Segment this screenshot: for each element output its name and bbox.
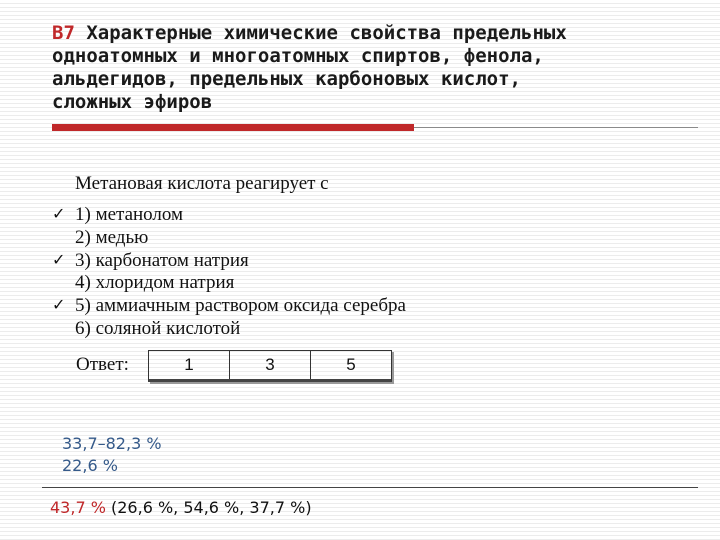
stat-range: 33,7–82,3 % bbox=[62, 434, 162, 453]
checkmark-icon: ✓ bbox=[52, 297, 66, 315]
checkmark-icon: ✓ bbox=[52, 206, 66, 223]
title-underline-thin bbox=[414, 127, 698, 128]
option-2 bbox=[52, 227, 406, 250]
title-line-2: одноатомных и многоатомных спиртов, фенола, bbox=[52, 45, 544, 67]
answer-cell-2: 3 bbox=[230, 351, 311, 379]
footer-highlight: 43,7 % bbox=[50, 498, 106, 517]
title-underline-accent bbox=[52, 124, 414, 131]
title-line-1: Характерные химические свойства предельных bbox=[86, 22, 567, 44]
option-label: 1) метанолом bbox=[75, 204, 184, 225]
option-label: 6) соляной кислотой bbox=[75, 317, 241, 339]
title-line-3: альдегидов, предельных карбоновых кислот, bbox=[52, 68, 521, 90]
option-3 bbox=[52, 250, 406, 273]
options-list bbox=[52, 204, 406, 341]
footer-stats bbox=[50, 498, 312, 517]
stat-value: 22,6 % bbox=[62, 456, 118, 475]
option-label: 5) аммиачным раствором оксида серебра bbox=[75, 295, 406, 317]
answer-label: Ответ: bbox=[76, 354, 129, 375]
option-label: 3) карбонатом натрия bbox=[75, 249, 249, 271]
answer-table bbox=[148, 350, 392, 382]
slide-title bbox=[52, 22, 692, 114]
title-line-4: сложных эфиров bbox=[52, 91, 213, 113]
answer-cell-1: 1 bbox=[149, 351, 230, 379]
task-code: В7 bbox=[52, 22, 75, 44]
option-label: 4) хлоридом натрия bbox=[75, 272, 235, 294]
option-label: 2) медью bbox=[75, 226, 149, 248]
option-1 bbox=[52, 204, 406, 227]
question-text: Метановая кислота реагирует с bbox=[75, 173, 329, 194]
answer-cell-3: 5 bbox=[346, 355, 356, 374]
option-5 bbox=[52, 295, 406, 318]
option-4 bbox=[52, 272, 406, 295]
footer-rest: (26,6 %, 54,6 %, 37,7 %) bbox=[105, 498, 312, 517]
footer-divider bbox=[42, 487, 698, 488]
checkmark-icon: ✓ bbox=[52, 251, 66, 269]
option-6 bbox=[52, 318, 406, 341]
